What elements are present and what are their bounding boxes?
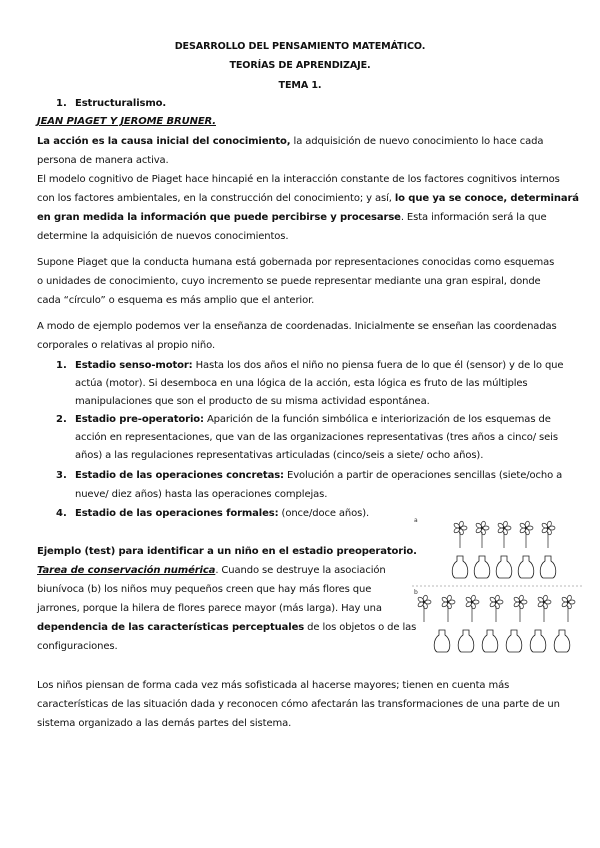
flower-center	[423, 601, 425, 603]
stage3-line2: nueve/ diez años) hasta las operaciones complejas.	[75, 489, 328, 500]
vase-icon	[540, 556, 556, 578]
stage2-text: Aparición de la función simbólica e interiorización de los esquemas de	[203, 414, 551, 425]
vase-icon	[530, 630, 546, 652]
example-line5: configuraciones.	[37, 641, 118, 652]
flower-icon	[465, 595, 479, 622]
vase-icon	[458, 630, 474, 652]
example-line2: biunívoca (b) los niños muy pequeños creen que hay más flores que	[37, 584, 372, 595]
flower-icon	[537, 595, 551, 622]
flower-center	[547, 527, 549, 529]
example-line1	[37, 564, 386, 577]
example-line4	[37, 621, 416, 634]
vase-icon	[496, 556, 512, 578]
final-line3: sistema organizado a las demás partes del sistema.	[37, 718, 292, 729]
flower-icon	[489, 595, 503, 622]
para3-line2: corporales o relativas al propio niño.	[37, 340, 216, 351]
topic-label: TEMA 1.	[278, 80, 322, 91]
stage1-line3: manipulaciones que son el producto de su misma actividad espontánea.	[75, 396, 430, 407]
row-a-vases	[452, 556, 556, 578]
flower-icon	[497, 521, 511, 548]
flower-center	[481, 527, 483, 529]
flower-center	[495, 601, 497, 603]
stage1-line2: actúa (motor). Si desemboca en una lógica de la acción, esta lógica es fruto de las múltiples	[75, 378, 528, 389]
vase-icon	[482, 630, 498, 652]
vase-icon	[434, 630, 450, 652]
stage2-line3: años) a las regulaciones representativas articuladas (cinco/seis a siete/ ocho años).	[75, 450, 484, 461]
para1-line4-start: con los factores ambientales, en la construcción del conocimiento; y así,	[37, 193, 395, 204]
stage3-text: Evolución a partir de operaciones sencillas (siete/ocho a	[283, 470, 563, 481]
figure-label-a: a	[414, 517, 418, 524]
vase-icon	[474, 556, 490, 578]
stage1-title: Estadio senso-motor:	[75, 360, 193, 371]
conservation-figure	[412, 514, 582, 664]
stage-number: 1.	[56, 360, 67, 371]
stage2-line2: acción en representaciones, que van de las organizaciones representativas (tres años a cinco/ seis	[75, 432, 558, 443]
para1-line1	[37, 135, 563, 148]
flower-icon	[513, 595, 527, 622]
flower-icon	[441, 595, 455, 622]
example-line3: jarrones, porque la hilera de flores parece mayor (más larga). Hay una	[37, 603, 382, 614]
example-line4-rest: de los objetos o de las	[304, 622, 417, 633]
row-a-flowers	[453, 521, 555, 548]
stage4-title: Estadio de las operaciones formales:	[75, 508, 279, 519]
flower-icon	[519, 521, 533, 548]
flower-center	[471, 601, 473, 603]
stage-number: 3.	[56, 470, 67, 481]
row-b-flowers	[417, 595, 575, 622]
para1-line5-rest: . Esta información será la que	[400, 212, 547, 223]
example-line4-bold: dependencia de las características perceptuales	[37, 622, 305, 633]
flower-center	[543, 601, 545, 603]
para2-line1: Supone Piaget que la conducta humana está gobernada por representaciones conocidas como esquemas	[37, 257, 555, 268]
document-title: DESARROLLO DEL PENSAMIENTO MATEMÁTICO.	[174, 41, 426, 52]
para1-line3: El modelo cognitivo de Piaget hace hincapié en la interacción constante de los factores cognitivos internos	[37, 174, 560, 185]
stage1-text: Hasta los dos años el niño no piensa fuera de lo que él (sensor) y de lo que	[192, 360, 564, 371]
document-subtitle: TEORÍAS DE APRENDIZAJE.	[229, 60, 371, 71]
task-title: Tarea de conservación numérica	[37, 565, 216, 576]
para1-line1-rest: la adquisición de nuevo conocimiento lo hace cada	[290, 136, 544, 147]
final-line2: características de las situación dada y reconocen cómo afectarán las transformaciones de una parte de un	[37, 699, 560, 710]
para1-line5	[37, 211, 547, 224]
example-heading: Ejemplo (test) para identificar a un niño en el estadio preoperatorio.	[37, 546, 417, 557]
flower-center	[459, 527, 461, 529]
para3-line1: A modo de ejemplo podemos ver la enseñanza de coordenadas. Inicialmente se enseñan las coordenadas	[37, 321, 557, 332]
stage1-line1	[75, 359, 563, 372]
flower-center	[519, 601, 521, 603]
para1-line6: determine la adquisición de nuevos conocimientos.	[37, 231, 289, 242]
stage3-line1	[75, 469, 562, 482]
example-line1-rest: . Cuando se destruye la asociación	[215, 565, 386, 576]
stage-number: 4.	[56, 508, 67, 519]
para1-line4	[37, 192, 579, 205]
para1-line4-bold: lo que ya se conoce, determinará	[394, 193, 579, 204]
flower-icon	[561, 595, 575, 622]
stage4-line1	[75, 507, 369, 520]
final-line1: Los niños piensan de forma cada vez más sofisticada al hacerse mayores; tienen en cuenta más	[37, 680, 510, 691]
para1-line2: persona de manera activa.	[37, 155, 169, 166]
stage4-text: (once/doce años).	[278, 508, 370, 519]
vase-icon	[452, 556, 468, 578]
vase-icon	[506, 630, 522, 652]
figure-label-b: b	[414, 589, 418, 596]
row-b-vases	[434, 630, 570, 652]
para2-line2: o unidades de conocimiento, cuyo incremento se puede representar mediante una gran espiral, donde	[37, 276, 541, 287]
stage-number: 2.	[56, 414, 67, 425]
stage2-line1	[75, 413, 551, 426]
para1-bold: La acción es la causa inicial del conocimiento,	[37, 136, 291, 147]
stage3-title: Estadio de las operaciones concretas:	[75, 470, 284, 481]
flower-icon	[475, 521, 489, 548]
para1-line5-bold: en gran medida la información que puede percibirse y procesarse	[37, 212, 401, 223]
flower-center	[525, 527, 527, 529]
vase-icon	[554, 630, 570, 652]
flower-icon	[541, 521, 555, 548]
flower-center	[447, 601, 449, 603]
section-heading: Estructuralismo.	[75, 98, 167, 109]
para2-line3: cada “círculo” o esquema es más amplio que el anterior.	[37, 295, 315, 306]
stage2-title: Estadio pre-operatorio:	[75, 414, 204, 425]
flower-center	[567, 601, 569, 603]
flower-icon	[453, 521, 467, 548]
vase-icon	[518, 556, 534, 578]
authors-heading: JEAN PIAGET Y JEROME BRUNER.	[37, 116, 216, 127]
flower-icon	[417, 595, 431, 622]
section-number: 1.	[56, 98, 67, 109]
flower-center	[503, 527, 505, 529]
